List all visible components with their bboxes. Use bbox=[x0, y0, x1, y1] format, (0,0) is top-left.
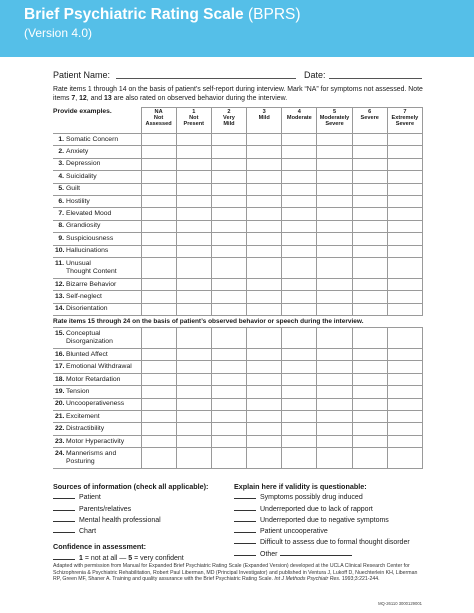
rating-cell[interactable] bbox=[211, 328, 246, 349]
rating-cell[interactable] bbox=[176, 195, 211, 207]
checklist-item: Underreported due to negative symptoms bbox=[234, 515, 434, 526]
checklist-item: Patient bbox=[53, 492, 233, 503]
rating-cell[interactable] bbox=[387, 195, 422, 207]
rating-cell[interactable] bbox=[141, 448, 176, 469]
rating-cell[interactable] bbox=[317, 208, 352, 220]
item-label: 16. Blunted Affect bbox=[53, 349, 141, 361]
form-code: MQ-26110 3000129001 bbox=[378, 601, 422, 606]
rating-cell[interactable] bbox=[387, 171, 422, 183]
rating-cell[interactable] bbox=[247, 134, 282, 146]
rating-cell[interactable] bbox=[141, 158, 176, 170]
checklist-item: Symptoms possibly drug induced bbox=[234, 492, 434, 503]
rating-cell[interactable] bbox=[176, 233, 211, 245]
rating-cell[interactable] bbox=[211, 245, 246, 257]
rating-cell[interactable] bbox=[317, 303, 352, 315]
rating-cell[interactable] bbox=[211, 448, 246, 469]
rating-cell[interactable] bbox=[176, 398, 211, 410]
rating-cell[interactable] bbox=[141, 208, 176, 220]
rating-cell[interactable] bbox=[317, 361, 352, 373]
rating-cell[interactable] bbox=[352, 220, 387, 232]
rating-cell[interactable] bbox=[176, 134, 211, 146]
checklist-item: Chart bbox=[53, 526, 233, 537]
item-label: 17. Emotional Withdrawal bbox=[53, 361, 141, 373]
rating-cell[interactable] bbox=[211, 171, 246, 183]
form-version: (Version 4.0) bbox=[24, 26, 93, 40]
check-blank[interactable] bbox=[234, 537, 256, 544]
rating-cell[interactable] bbox=[387, 398, 422, 410]
checklist-item: Mental health professional bbox=[53, 515, 233, 526]
rating-cell[interactable] bbox=[247, 171, 282, 183]
rating-column-header: 2 Very Mild bbox=[211, 108, 246, 134]
rating-cell[interactable] bbox=[176, 183, 211, 195]
rating-cell[interactable] bbox=[282, 398, 317, 410]
rating-cell[interactable] bbox=[176, 328, 211, 349]
check-blank[interactable] bbox=[53, 492, 75, 499]
rating-cell[interactable] bbox=[211, 349, 246, 361]
patient-name-label: Patient Name: bbox=[53, 70, 111, 80]
rating-cell[interactable] bbox=[211, 303, 246, 315]
item-label: 13. Self-neglect bbox=[53, 291, 141, 303]
rating-cell[interactable] bbox=[317, 195, 352, 207]
confidence-row: 1 = not at all — 5 = very confident bbox=[53, 553, 233, 564]
citation-footer: Adapted with permission from Manual for Expanded Brief Psychiatric Rating Scale (Expanded Version) developed at the UCLA Clinical Research Center for Schizophrenia & Psychiatric Rehabilitation, Robert Paul Liberman, MD (Principal Investigator) and published in Ventura J, Lukoff D, Nuechterlein KH, Liberman RP, Green MF, Shaner A. Training and quality assurance with the Brief Psychiatric Rating Scale. Int J Methods Psychiatr Res. 1993;3:221-244. bbox=[53, 563, 418, 583]
rating-cell[interactable] bbox=[211, 183, 246, 195]
rating-cell[interactable] bbox=[387, 411, 422, 423]
rating-cell[interactable] bbox=[282, 361, 317, 373]
rating-cell[interactable] bbox=[176, 303, 211, 315]
rating-cell[interactable] bbox=[387, 303, 422, 315]
rating-cell[interactable] bbox=[352, 349, 387, 361]
rating-cell[interactable] bbox=[247, 183, 282, 195]
rating-cell[interactable] bbox=[317, 233, 352, 245]
rating-cell[interactable] bbox=[141, 435, 176, 447]
rating-cell[interactable] bbox=[387, 349, 422, 361]
rating-cell[interactable] bbox=[176, 435, 211, 447]
rating-column-header: 3 Mild bbox=[247, 108, 282, 134]
rating-cell[interactable] bbox=[282, 349, 317, 361]
item-row bbox=[53, 386, 423, 398]
rating-cell[interactable] bbox=[141, 328, 176, 349]
rating-cell[interactable] bbox=[387, 183, 422, 195]
rating-cell[interactable] bbox=[352, 328, 387, 349]
rating-cell[interactable] bbox=[282, 233, 317, 245]
rating-cell[interactable] bbox=[211, 158, 246, 170]
check-blank[interactable] bbox=[53, 504, 75, 511]
rating-cell[interactable] bbox=[387, 158, 422, 170]
rating-cell[interactable] bbox=[141, 233, 176, 245]
rating-cell[interactable] bbox=[387, 373, 422, 385]
rating-cell[interactable] bbox=[211, 278, 246, 290]
title-banner bbox=[0, 0, 474, 57]
item-label: 23. Motor Hyperactivity bbox=[53, 435, 141, 447]
rating-cell[interactable] bbox=[176, 158, 211, 170]
rating-cell[interactable] bbox=[352, 245, 387, 257]
rating-cell[interactable] bbox=[176, 245, 211, 257]
item-row bbox=[53, 398, 423, 410]
rating-cell[interactable] bbox=[317, 386, 352, 398]
rating-cell[interactable] bbox=[352, 303, 387, 315]
item-row bbox=[53, 361, 423, 373]
item-row bbox=[53, 328, 423, 349]
rating-cell[interactable] bbox=[211, 423, 246, 435]
rating-cell[interactable] bbox=[282, 171, 317, 183]
item-row bbox=[53, 303, 423, 315]
item-label: 8. Grandiosity bbox=[53, 220, 141, 232]
rating-cell[interactable] bbox=[352, 423, 387, 435]
rating-cell[interactable] bbox=[317, 134, 352, 146]
item-label: 7. Elevated Mood bbox=[53, 208, 141, 220]
validity-section bbox=[234, 482, 434, 560]
rating-cell[interactable] bbox=[247, 208, 282, 220]
item-row bbox=[53, 233, 423, 245]
rating-column-header: 6 Severe bbox=[352, 108, 387, 134]
sources-section bbox=[53, 482, 233, 564]
rating-cell[interactable] bbox=[176, 220, 211, 232]
rating-cell[interactable] bbox=[317, 291, 352, 303]
item-row bbox=[53, 423, 423, 435]
instructions: Rate items 1 through 14 on the basis of patient’s self-report during interview. Mark “NA” for symptoms not assessed. Note items 7, 12, and 13 are also rated on observed behavior during the interview. bbox=[53, 86, 423, 103]
rating-cell[interactable] bbox=[247, 349, 282, 361]
item-label: 15. Conceptual Disorganization bbox=[53, 328, 141, 349]
rating-cell[interactable] bbox=[247, 398, 282, 410]
item-label: 20. Uncooperativeness bbox=[53, 398, 141, 410]
rating-cell[interactable] bbox=[247, 435, 282, 447]
item-label: 21. Excitement bbox=[53, 411, 141, 423]
rating-cell[interactable] bbox=[211, 373, 246, 385]
patient-name-field[interactable] bbox=[116, 78, 296, 79]
check-blank[interactable] bbox=[53, 515, 75, 522]
item-label: 4. Suicidality bbox=[53, 171, 141, 183]
item-row bbox=[53, 373, 423, 385]
rating-cell[interactable] bbox=[317, 423, 352, 435]
validity-other-check[interactable] bbox=[234, 549, 256, 556]
rating-cell[interactable] bbox=[247, 291, 282, 303]
item-label: 18. Motor Retardation bbox=[53, 373, 141, 385]
rating-cell[interactable] bbox=[387, 448, 422, 469]
rating-cell[interactable] bbox=[352, 291, 387, 303]
rating-cell[interactable] bbox=[247, 386, 282, 398]
rating-cell[interactable] bbox=[387, 435, 422, 447]
rating-column-header: 7 Extremely Severe bbox=[387, 108, 422, 134]
rating-cell[interactable] bbox=[282, 373, 317, 385]
rating-cell[interactable] bbox=[247, 245, 282, 257]
rating-cell[interactable] bbox=[317, 158, 352, 170]
rating-cell[interactable] bbox=[211, 435, 246, 447]
rating-cell[interactable] bbox=[247, 328, 282, 349]
rating-cell[interactable] bbox=[211, 220, 246, 232]
rating-cell[interactable] bbox=[211, 208, 246, 220]
item-label: 24. Mannerisms and Posturing bbox=[53, 448, 141, 469]
rating-cell[interactable] bbox=[317, 171, 352, 183]
rating-cell[interactable] bbox=[352, 398, 387, 410]
rating-cell[interactable] bbox=[352, 233, 387, 245]
rating-cell[interactable] bbox=[282, 291, 317, 303]
rating-cell[interactable] bbox=[141, 386, 176, 398]
rating-cell[interactable] bbox=[352, 146, 387, 158]
checklist-item: Patient uncooperative bbox=[234, 526, 434, 537]
rating-cell[interactable] bbox=[176, 278, 211, 290]
rating-cell[interactable] bbox=[387, 257, 422, 278]
rating-cell[interactable] bbox=[141, 134, 176, 146]
rating-cell[interactable] bbox=[141, 291, 176, 303]
check-blank[interactable] bbox=[234, 526, 256, 533]
item-row bbox=[53, 291, 423, 303]
rating-cell[interactable] bbox=[176, 146, 211, 158]
rating-cell[interactable] bbox=[211, 195, 246, 207]
item-row bbox=[53, 208, 423, 220]
rating-cell[interactable] bbox=[387, 220, 422, 232]
rating-cell[interactable] bbox=[247, 361, 282, 373]
rating-column-header: 5 Moderately Severe bbox=[317, 108, 352, 134]
rating-column-header: 1 Not Present bbox=[176, 108, 211, 134]
rating-cell[interactable] bbox=[211, 361, 246, 373]
rating-cell[interactable] bbox=[387, 423, 422, 435]
rating-cell[interactable] bbox=[387, 245, 422, 257]
rating-header-row bbox=[53, 108, 423, 134]
rating-cell[interactable] bbox=[387, 291, 422, 303]
rating-cell[interactable] bbox=[387, 208, 422, 220]
rating-cell[interactable] bbox=[352, 411, 387, 423]
rating-column-header: NA Not Assessed bbox=[141, 108, 176, 134]
rating-cell[interactable] bbox=[317, 398, 352, 410]
item-row bbox=[53, 195, 423, 207]
rating-cell[interactable] bbox=[352, 278, 387, 290]
checklist-item: Difficult to assess due to formal thought disorder bbox=[234, 537, 434, 548]
item-row bbox=[53, 245, 423, 257]
rating-cell[interactable] bbox=[247, 303, 282, 315]
rating-cell[interactable] bbox=[141, 361, 176, 373]
date-label: Date: bbox=[304, 70, 326, 80]
rating-cell[interactable] bbox=[317, 411, 352, 423]
form-title: Brief Psychiatric Rating Scale (BPRS) bbox=[24, 6, 301, 23]
section-note-row bbox=[53, 316, 423, 328]
item-row bbox=[53, 448, 423, 469]
rating-cell[interactable] bbox=[211, 291, 246, 303]
rating-cell[interactable] bbox=[247, 220, 282, 232]
rating-cell[interactable] bbox=[247, 423, 282, 435]
rating-cell[interactable] bbox=[247, 257, 282, 278]
rating-cell[interactable] bbox=[317, 245, 352, 257]
rating-cell[interactable] bbox=[282, 423, 317, 435]
rating-cell[interactable] bbox=[317, 435, 352, 447]
rating-cell[interactable] bbox=[317, 349, 352, 361]
rating-cell[interactable] bbox=[176, 386, 211, 398]
rating-cell[interactable] bbox=[352, 257, 387, 278]
rating-cell[interactable] bbox=[176, 349, 211, 361]
rating-cell[interactable] bbox=[352, 435, 387, 447]
checklist-item: Parents/relatives bbox=[53, 504, 233, 515]
item-row bbox=[53, 146, 423, 158]
rating-cell[interactable] bbox=[352, 208, 387, 220]
rating-cell[interactable] bbox=[141, 411, 176, 423]
rating-cell[interactable] bbox=[141, 245, 176, 257]
rating-cell[interactable] bbox=[282, 257, 317, 278]
rating-table bbox=[53, 107, 423, 469]
rating-cell[interactable] bbox=[141, 303, 176, 315]
rating-cell[interactable] bbox=[141, 423, 176, 435]
rating-cell[interactable] bbox=[141, 398, 176, 410]
rating-cell[interactable] bbox=[282, 386, 317, 398]
rating-cell[interactable] bbox=[176, 291, 211, 303]
rating-cell[interactable] bbox=[211, 233, 246, 245]
rating-cell[interactable] bbox=[141, 183, 176, 195]
rating-cell[interactable] bbox=[141, 171, 176, 183]
rating-cell[interactable] bbox=[282, 303, 317, 315]
rating-cell[interactable] bbox=[282, 328, 317, 349]
rating-cell[interactable] bbox=[247, 411, 282, 423]
rating-cell[interactable] bbox=[141, 146, 176, 158]
rating-cell[interactable] bbox=[317, 328, 352, 349]
item-label: 19. Tension bbox=[53, 386, 141, 398]
rating-cell[interactable] bbox=[247, 373, 282, 385]
rating-cell[interactable] bbox=[176, 361, 211, 373]
confidence-field[interactable] bbox=[53, 553, 75, 560]
rating-cell[interactable] bbox=[247, 233, 282, 245]
check-blank[interactable] bbox=[234, 515, 256, 522]
rating-cell[interactable] bbox=[387, 146, 422, 158]
rating-cell[interactable] bbox=[352, 195, 387, 207]
rating-cell[interactable] bbox=[317, 183, 352, 195]
rating-cell[interactable] bbox=[141, 195, 176, 207]
rating-cell[interactable] bbox=[387, 361, 422, 373]
rating-cell[interactable] bbox=[282, 245, 317, 257]
rating-cell[interactable] bbox=[176, 171, 211, 183]
provide-examples-label: Provide examples. bbox=[53, 108, 141, 134]
rating-cell[interactable] bbox=[282, 435, 317, 447]
rating-cell[interactable] bbox=[352, 373, 387, 385]
item-label: 22. Distractibility bbox=[53, 423, 141, 435]
rating-cell[interactable] bbox=[211, 257, 246, 278]
rating-cell[interactable] bbox=[247, 158, 282, 170]
item-label: 5. Guilt bbox=[53, 183, 141, 195]
rating-cell[interactable] bbox=[282, 220, 317, 232]
item-row bbox=[53, 257, 423, 278]
check-blank[interactable] bbox=[234, 504, 256, 511]
item-row bbox=[53, 158, 423, 170]
rating-cell[interactable] bbox=[141, 349, 176, 361]
rating-cell[interactable] bbox=[247, 448, 282, 469]
rating-cell[interactable] bbox=[387, 233, 422, 245]
item-row bbox=[53, 278, 423, 290]
rating-cell[interactable] bbox=[282, 183, 317, 195]
item-row bbox=[53, 411, 423, 423]
rating-cell[interactable] bbox=[211, 411, 246, 423]
item-row bbox=[53, 134, 423, 146]
validity-heading: Explain here if validity is questionable: bbox=[234, 482, 367, 491]
date-field[interactable] bbox=[329, 78, 422, 79]
rating-cell[interactable] bbox=[352, 183, 387, 195]
rating-cell[interactable] bbox=[282, 195, 317, 207]
rating-cell[interactable] bbox=[352, 134, 387, 146]
check-blank[interactable] bbox=[53, 526, 75, 533]
item-label: 14. Disorientation bbox=[53, 303, 141, 315]
rating-cell[interactable] bbox=[387, 328, 422, 349]
rating-cell[interactable] bbox=[176, 423, 211, 435]
rating-cell[interactable] bbox=[352, 361, 387, 373]
item-row bbox=[53, 220, 423, 232]
rating-cell[interactable] bbox=[282, 208, 317, 220]
rating-cell[interactable] bbox=[352, 158, 387, 170]
rating-cell[interactable] bbox=[282, 278, 317, 290]
rating-cell[interactable] bbox=[176, 257, 211, 278]
rating-cell[interactable] bbox=[387, 386, 422, 398]
item-label: 10. Hallucinations bbox=[53, 245, 141, 257]
item-row bbox=[53, 349, 423, 361]
rating-cell[interactable] bbox=[387, 278, 422, 290]
rating-cell[interactable] bbox=[387, 134, 422, 146]
validity-other-field[interactable] bbox=[280, 549, 352, 556]
rating-cell[interactable] bbox=[211, 386, 246, 398]
rating-cell[interactable] bbox=[176, 411, 211, 423]
rating-cell[interactable] bbox=[317, 146, 352, 158]
rating-cell[interactable] bbox=[282, 411, 317, 423]
rating-cell[interactable] bbox=[317, 373, 352, 385]
rating-cell[interactable] bbox=[282, 134, 317, 146]
check-blank[interactable] bbox=[234, 492, 256, 499]
rating-cell[interactable] bbox=[247, 278, 282, 290]
rating-cell[interactable] bbox=[211, 146, 246, 158]
item-label: 2. Anxiety bbox=[53, 146, 141, 158]
validity-other: Other bbox=[234, 549, 434, 560]
item-label: 3. Depression bbox=[53, 158, 141, 170]
rating-cell[interactable] bbox=[317, 448, 352, 469]
item-row bbox=[53, 183, 423, 195]
rating-cell[interactable] bbox=[176, 373, 211, 385]
rating-cell[interactable] bbox=[317, 220, 352, 232]
rating-cell[interactable] bbox=[141, 220, 176, 232]
rating-cell[interactable] bbox=[247, 195, 282, 207]
rating-cell[interactable] bbox=[176, 208, 211, 220]
rating-cell[interactable] bbox=[141, 373, 176, 385]
rating-cell[interactable] bbox=[282, 146, 317, 158]
item-label: 11. Unusual Thought Content bbox=[53, 257, 141, 278]
item-label: 6. Hostility bbox=[53, 195, 141, 207]
rating-cell[interactable] bbox=[211, 134, 246, 146]
confidence-heading: Confidence in assessment: bbox=[53, 542, 147, 552]
item-row bbox=[53, 171, 423, 183]
rating-cell[interactable] bbox=[282, 448, 317, 469]
item-label: 9. Suspiciousness bbox=[53, 233, 141, 245]
rating-column-header: 4 Moderate bbox=[282, 108, 317, 134]
rating-cell[interactable] bbox=[352, 171, 387, 183]
rating-cell[interactable] bbox=[352, 448, 387, 469]
rating-cell[interactable] bbox=[247, 146, 282, 158]
rating-cell[interactable] bbox=[317, 278, 352, 290]
rating-cell[interactable] bbox=[176, 448, 211, 469]
section-note: Rate items 15 through 24 on the basis of patient’s observed behavior or speech during the interview. bbox=[53, 316, 423, 328]
rating-cell[interactable] bbox=[352, 386, 387, 398]
rating-cell[interactable] bbox=[211, 398, 246, 410]
rating-cell[interactable] bbox=[141, 257, 176, 278]
item-label: 1. Somatic Concern bbox=[53, 134, 141, 146]
rating-cell[interactable] bbox=[141, 278, 176, 290]
checklist-item: Underreported due to lack of rapport bbox=[234, 504, 434, 515]
item-label: 12. Bizarre Behavior bbox=[53, 278, 141, 290]
item-row bbox=[53, 435, 423, 447]
sources-heading: Sources of information (check all applicable): bbox=[53, 482, 209, 491]
rating-cell[interactable] bbox=[282, 158, 317, 170]
rating-cell[interactable] bbox=[317, 257, 352, 278]
